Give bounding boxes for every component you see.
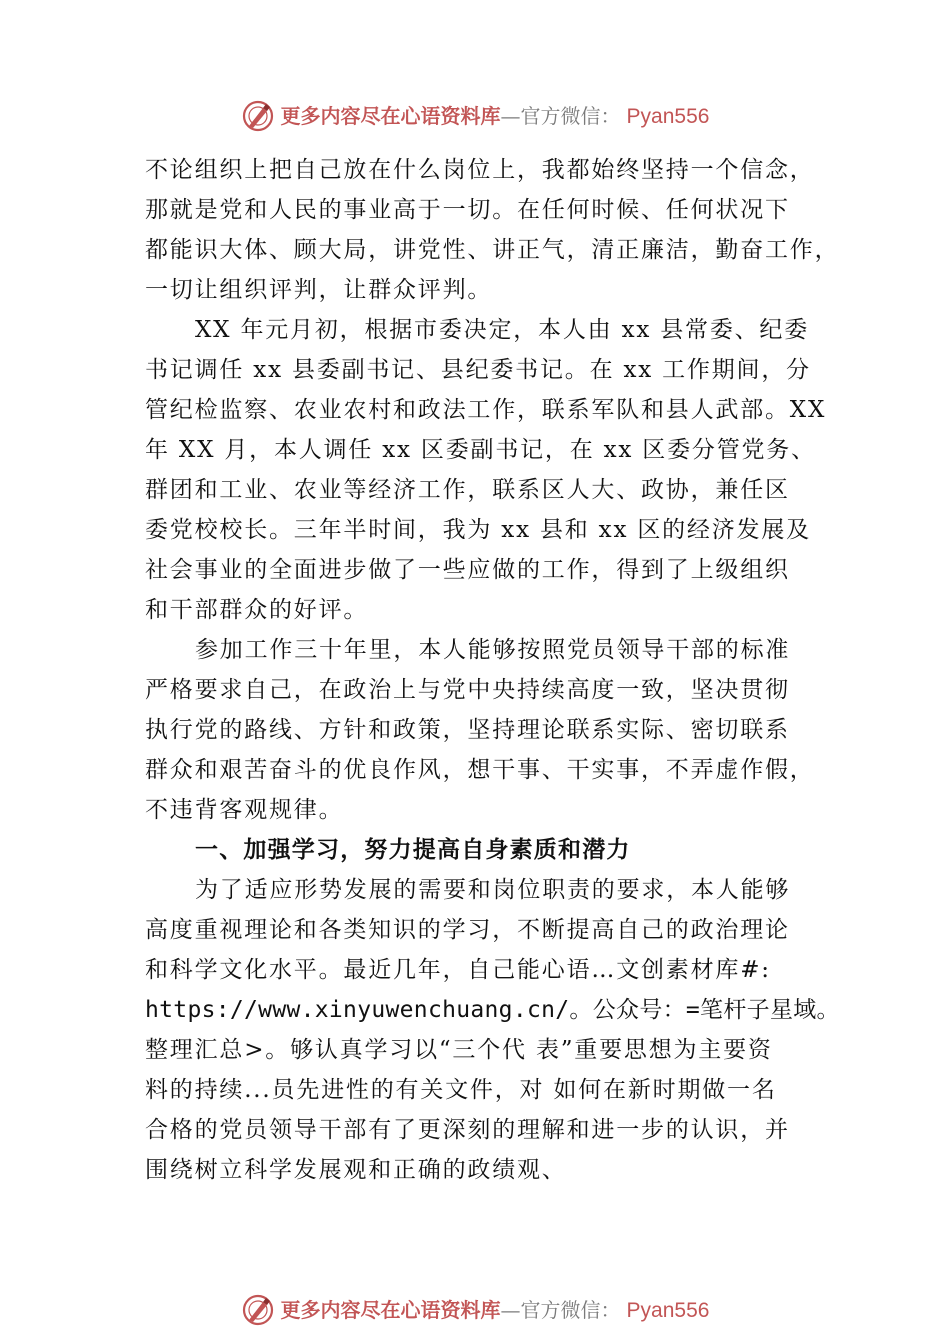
paragraph-4 xyxy=(145,870,840,1190)
paragraph-line: 料的持续...员先进性的有关文件，对 如何在新时期做一名 xyxy=(145,1077,777,1103)
paragraph-line: 社会事业的全面进步做了一些应做的工作，得到了上级组织 xyxy=(145,557,790,583)
paragraph-line: 和科学文化水平。最近几年，自己能心语…文创素材库#: xyxy=(145,957,771,983)
paragraph-line: 不违背客观规律。 xyxy=(145,797,344,823)
paragraph-line: 群团和工业、农业等经济工作，联系区人大、政协，兼任区 xyxy=(145,477,790,503)
banner-wechat-label: —官方微信： xyxy=(500,104,621,128)
paragraph-line: 合格的党员领导干部有了更深刻的理解和进一步的认识，并 xyxy=(145,1117,790,1143)
paragraph-line: 群众和艰苦奋斗的优良作风，想干事、干实事，不弄虚作假， xyxy=(145,757,815,783)
paragraph-line: 不论组织上把自己放在什么岗位上，我都始终坚持一个信念， xyxy=(145,157,815,183)
paragraph-1 xyxy=(145,150,840,310)
paragraph-line: 和干部群众的好评。 xyxy=(145,597,369,623)
paragraph-line: 执行党的路线、方针和政策，坚持理论联系实际、密切联系 xyxy=(145,717,790,743)
paragraph-line: 那就是党和人民的事业高于一切。在任何时候、任何状况下 xyxy=(145,197,790,223)
footer-banner xyxy=(0,1290,950,1330)
paragraph-line: 严格要求自己，在政治上与党中央持续高度一致，坚决贯彻 xyxy=(145,677,790,703)
banner-title: 更多内容尽在心语资料库 xyxy=(280,104,501,128)
paragraph-line: 管纪检监察、农业农村和政法工作，联系军队和县人武部。XX xyxy=(145,397,827,423)
paragraph-line: 为了适应形势发展的需要和岗位职责的要求，本人能够 xyxy=(195,877,791,903)
paragraph-3 xyxy=(145,630,825,830)
paragraph-line: 整理汇总>。够认真学习以“三个代 表”重要思想为主要资 xyxy=(145,1037,773,1063)
banner-title: 更多内容尽在心语资料库 xyxy=(280,1298,501,1322)
pen-logo-icon xyxy=(241,99,275,133)
paragraph-line: 围绕树立科学发展观和正确的政绩观、 xyxy=(145,1157,567,1183)
document-body xyxy=(145,150,840,1190)
paragraph-line: 书记调任 xx 县委副书记、县纪委书记。在 xx 工作期间，分 xyxy=(145,357,811,383)
paragraph-line: 一切让组织评判，让群众评判。 xyxy=(145,277,493,303)
paragraph-line: 委党校校长。三年半时间，我为 xx 县和 xx 区的经济发展及 xyxy=(145,517,811,543)
paragraph-line-url: https://www.xinyuwenchuang.cn/。公众号：=笔杆子星域。 xyxy=(145,997,840,1023)
paragraph-line: XX 年元月初，根据市委决定，本人由 xx 县常委、纪委 xyxy=(195,317,810,343)
banner-wechat-id: Pyan556 xyxy=(626,1298,710,1322)
banner-wechat-id: Pyan556 xyxy=(626,104,710,128)
header-banner xyxy=(0,96,950,136)
paragraph-line: 高度重视理论和各类知识的学习，不断提高自己的政治理论 xyxy=(145,917,790,943)
paragraph-2 xyxy=(145,310,825,630)
paragraph-line: 都能识大体、顾大局，讲党性、讲正气，清正廉洁，勤奋工作， xyxy=(145,237,840,263)
banner-wechat-label: —官方微信： xyxy=(500,1298,621,1322)
paragraph-line: 参加工作三十年里，本人能够按照党员领导干部的标准 xyxy=(195,637,791,663)
pen-logo-icon xyxy=(241,1293,275,1327)
section-heading: 一、加强学习，努力提高自身素质和潜力 xyxy=(195,837,631,863)
paragraph-line: 年 XX 月，本人调任 xx 区委副书记，在 xx 区委分管党务、 xyxy=(145,437,816,463)
